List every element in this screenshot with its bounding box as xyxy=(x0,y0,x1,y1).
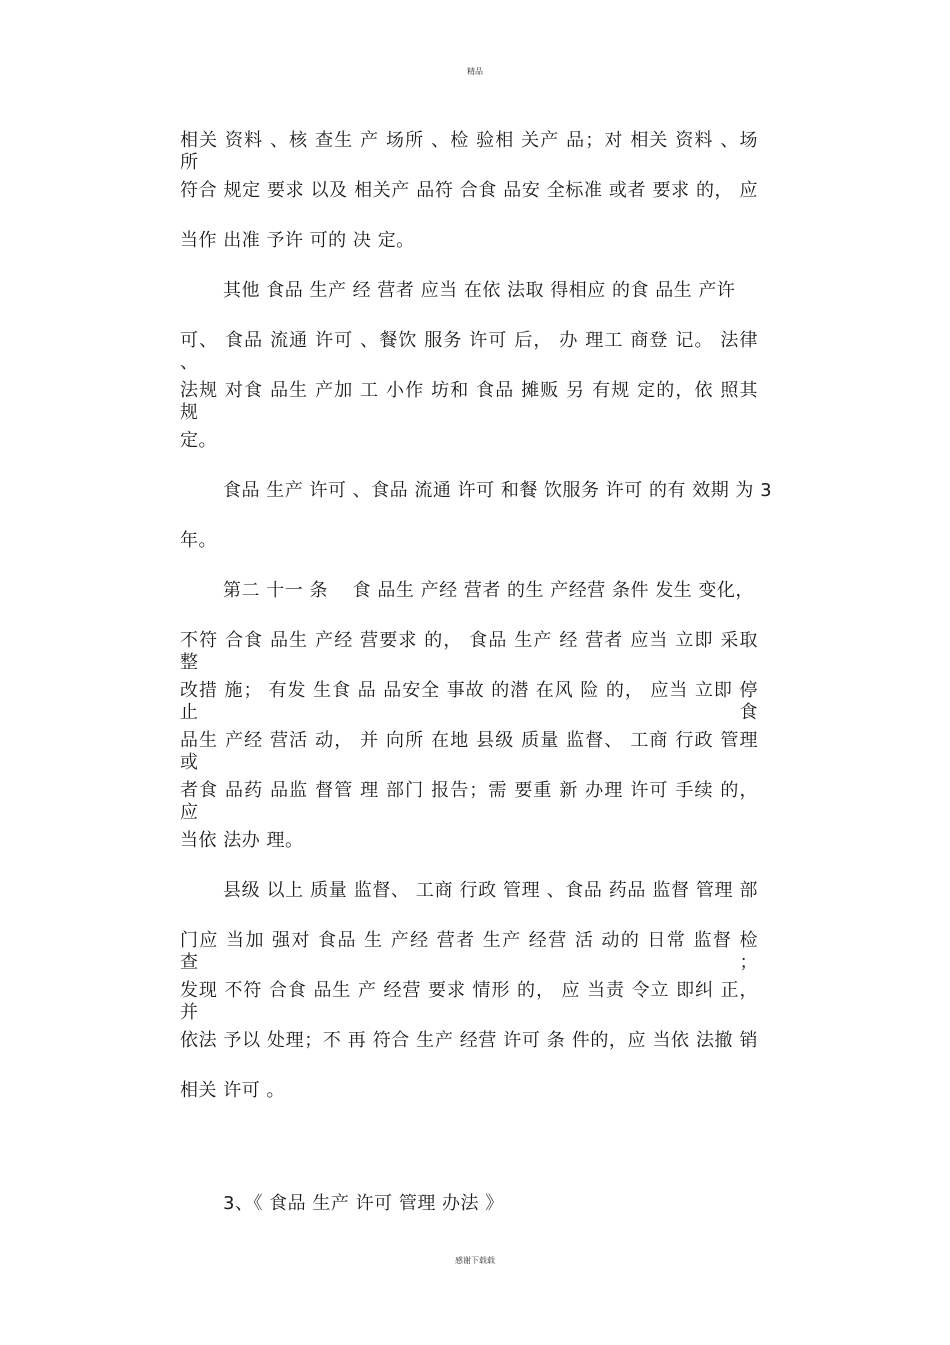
body-line-2: 符合 规定 要求 以及 相关产 品符 合食 品安 全标准 或者 要求 的， 应 xyxy=(180,180,758,201)
body-line-5: 可、 食品 流通 许可 、餐饮 服务 许可 后， 办 理工 商登 记。 法律 、 xyxy=(180,330,758,373)
body-line-15: 当依 法办 理。 xyxy=(180,830,304,851)
body-line-13: 品生 产经 营活 动， 并 向所 在地 县级 质量 监督、 工商 行政 管理 或 xyxy=(180,730,758,773)
body-line-18: 发现 不符 合食 品生 产 经营 要求 情形 的， 应 当责 令立 即纠 正， 并 xyxy=(180,980,758,1023)
body-line-3: 当作 出准 予许 可的 决 定。 xyxy=(180,230,415,251)
body-line-8: 食品 生产 许可 、食品 流通 许可 和餐 饮服务 许可 的有 效期 为 3 xyxy=(223,480,773,501)
body-line-10: 第二 十一 条 食 品生 产经 营者 的生 产经营 条件 发生 变化， xyxy=(223,580,754,601)
body-line-20: 相关 许可 。 xyxy=(180,1080,285,1101)
body-line-12: 改措 施； 有发 生食 品 品安全 事故 的潜 在风 险 的， 应当 立即 停止 食 xyxy=(180,680,758,723)
body-line-16: 县级 以上 质量 监督、 工商 行政 管理 、食品 药品 监督 管理 部 xyxy=(223,880,758,901)
body-line-4: 其他 食品 生产 经 营者 应当 在依 法取 得相应 的食 品生 产许 xyxy=(223,280,736,301)
body-line-17: 门应 当加 强对 食品 生 产经 营者 生产 经营 活 动的 日常 监督 检查； xyxy=(180,930,758,973)
page-header: 精品 xyxy=(467,67,483,76)
body-line-14: 者食 品药 品监 督管 理 部门 报告；需 要重 新 办理 许可 手续 的， 应 xyxy=(180,780,758,823)
body-line-19: 依法 予以 处理；不 再 符合 生产 经营 许可 条 件的，应 当依 法撤 销 xyxy=(180,1030,758,1051)
page-footer: 感谢下载载 xyxy=(455,1256,495,1265)
body-line-1: 相关 资料 、核 查生 产 场所 、检 验相 关产 品；对 相关 资料 、场 所 xyxy=(180,130,758,173)
body-line-9: 年。 xyxy=(180,530,217,551)
body-line-11: 不符 合食 品生 产经 营要求 的， 食品 生产 经 营者 应当 立即 采取 整 xyxy=(180,630,758,673)
body-line-6: 法规 对食 品生 产加 工 小作 坊和 食品 摊贩 另 有规 定的，依 照其 规 xyxy=(180,380,758,423)
body-line-7: 定。 xyxy=(180,430,217,451)
section-heading: 3、《 食品 生产 许可 管理 办法 》 xyxy=(223,1193,504,1214)
